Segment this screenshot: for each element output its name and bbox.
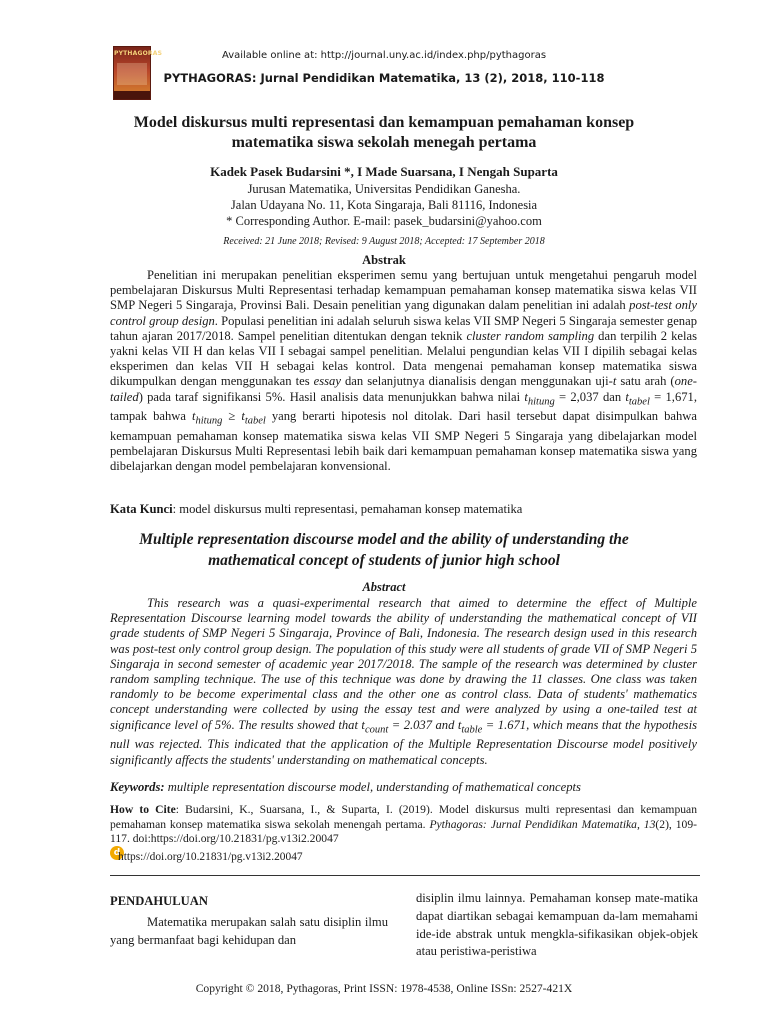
kata-kunci-label: Kata Kunci [110,502,173,516]
abstrak-heading: Abstrak [362,253,406,267]
affiliation-line-1: Jurusan Matematika, Universitas Pendidikan Ganesha. [247,182,521,196]
pendahuluan-heading: PENDAHULUAN [110,894,208,908]
affiliation-line-2: Jalan Udayana No. 11, Kota Singaraja, Bali 81116, Indonesia [230,198,538,212]
submission-dates: Received: 21 June 2018; Revised: 9 August 2018; Accepted: 17 September 2018 [223,236,545,247]
english-title: Multiple representation discourse model and the ability of understanding the mathematical concept of students of junior high school [139,531,629,569]
journal-citation [0,71,768,85]
logo-bottom [114,91,150,99]
section-divider [110,875,700,876]
copyright-footer: Copyright © 2018, Pythagoras, Print ISSN: 1978-4538, Online ISSn: 2527-421X [195,982,573,995]
doi-icon: d [110,846,124,860]
abstract-paragraph: This research was a quasi-experimental research that aimed to determine the effect of Multiple Representation Discourse learning model towards the ability of understanding the mathematical concept of VII grade students of SMP Negeri 5 Singaraja, Province of Bali, Indonesia. The research design used in this research was post-test only control group design. The population of this study were all students of grade VII of SMP Negeri 5 Singaraja in second semester of academic year 2017/2018. The sample of the research was determined by cluster random sampling technique. The use of this technique was done by drawing the 11 classes. One class was taken randomly to be become experimental class and the other one as control class. Data of students' mathematics concept understanding were collected by using the essay test and were analyzed by using a one-tailed test at significance level of 5%. The results showed that $t_{count} = 2.037$ and $t_{table} = 1.671$, which means that the hypothesis null was rejected. This indicated that the application of the Multiple Representation Discourse model positively significantly affects the students' understanding on mathematical concepts. [110,596,697,767]
abstrak-paragraph: Penelitian ini merupakan penelitian eksperimen semu yang bertujuan untuk mengetahui pengaruh model pembelajaran Diskursus Multi Representasi terhadap kemampuan pemahaman konsep matematika siswa kelas VII SMP Negeri 5 Singaraja, Provinsi Bali. Desain penelitian yang digunakan dalam penelitian ini adalah post-test only control group design. Populasi penelitian ini adalah seluruh siswa kelas VII SMP Negeri 5 Singaraja semester genap tahun ajaran 2017/2018. Sampel penelitian ditentukan dengan teknik cluster random sampling dan terpilih 2 kelas yakni kelas VII H dan kelas VII I sebagai sampel penelitian. Melalui pengundian kelas VII I dipilih sebagai kelas eksperimen dan kelas VII H sebagai kelas kontrol. Data mengenai pemahaman konsep matematika siswa dikumpulkan dengan menggunakan tes essay dan selanjutnya dianalisis dengan menggunakan uji-t satu arah (one-tailed) pada taraf signifikansi 5%. Hasil analisis data menunjukkan bahwa nilai $t_{hitung} = 2,037$ dan $t_{tabel} = 1,671$, tampak bahwa $t_{hitung} \ge t_{tabel}$ yang berarti hipotesis nol ditolak. Dari hasil tersebut dapat disimpulkan bahwa kemampuan pemahaman konsep matematika siswa kelas VII SMP Negeri 5 Singaraja yang dibelajarkan model pembelajaran Diskursus Multi Representasi lebih baik dari kemampuan pemahaman konsep matematika siswa yang dibelajarkan dengan model pembelajaran konvensional. [110,268,698,474]
cite-journal: Pythagoras: Jurnal Pendidikan Matematika, 13 [429,817,656,831]
abstract-heading: Abstract [362,580,406,594]
author-list: Kadek Pasek Budarsini *, I Made Suarsana, I Nengah Suparta [210,164,558,179]
logo-text: PYTHAGORAS [114,50,163,57]
how-to-cite-label: How to Cite [110,803,176,816]
journal-name: PYTHAGORAS: Jurnal Pendidikan Matematika [163,71,457,85]
keywords [110,780,697,795]
intro-left-column: Matematika merupakan salah satu disiplin ilmu yang bermanfaat bagi kehidupan dan [110,915,388,947]
doi-link[interactable]: https://doi.org/10.21831/pg.v13i2.20047 [118,851,303,863]
paper-title: Model diskursus multi representasi dan kemampuan pemahaman konsep matematika siswa sekolah menegah pertama [133,114,635,151]
how-to-cite: How to Cite: Budarsini, K., Suarsana, I., & Suparta, I. (2019). Model diskursus multi representasi dan kemampuan pemahaman konsep matematika siswa sekolah menengah pertama. Pythagoras: Jurnal Pendidikan Matematika, 13(2), 109-117. doi:https://doi.org/10.21831/pg.v13i2.20047 [110,803,697,845]
corresponding-author: * Corresponding Author. E-mail: pasek_budarsini@yahoo.com [226,214,542,228]
keywords-text: multiple representation discourse model, understanding of mathematical concepts [164,780,581,794]
affiliation [0,181,768,229]
keywords-label: Keywords: [110,780,165,794]
kata-kunci-text: : model diskursus multi representasi, pemahaman konsep matematika [172,502,523,516]
available-online-link[interactable]: Available online at: http://journal.uny.ac.id/index.php/pythagoras [221,50,547,61]
kata-kunci [110,502,697,517]
journal-volume: , 13 (2), 2018, 110-118 [456,71,605,85]
intro-right-column: disiplin ilmu lainnya. Pemahaman konsep mate-matika dapat diartikan sebagai kemampuan da-lam memahami ide-ide abstrak untuk mengkla-sifikasikan objek-objek atau peristiwa-peristiwa [416,891,698,959]
